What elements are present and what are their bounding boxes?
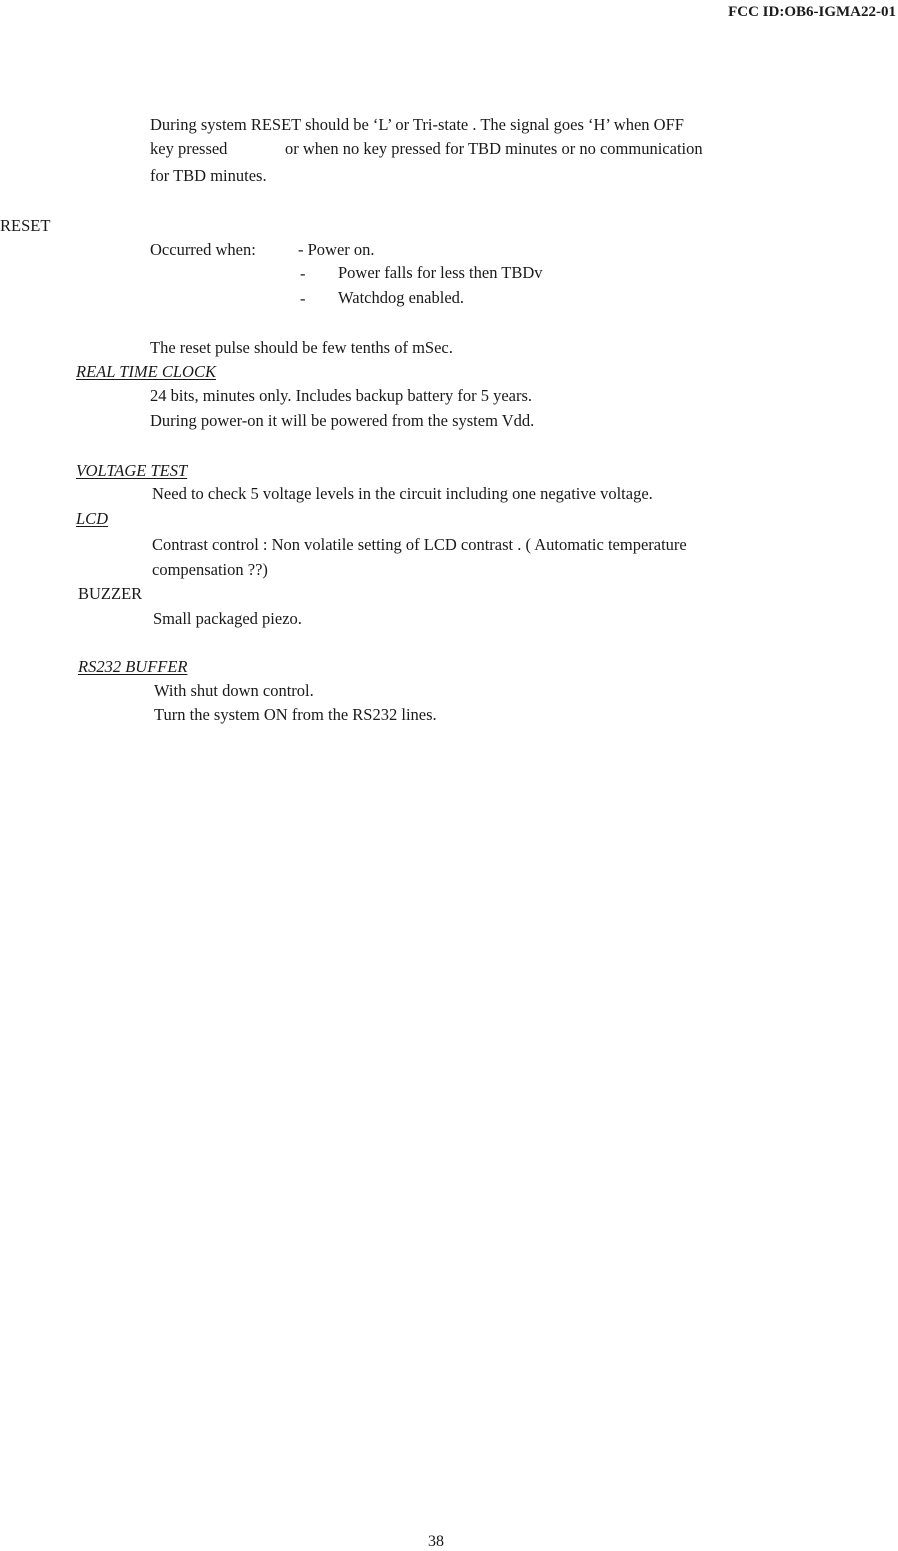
lcd-heading: LCD <box>76 509 109 528</box>
rs232-buffer-heading: RS232 BUFFER <box>78 657 188 676</box>
fcc-id-header: FCC ID:OB6-IGMA22-01 <box>728 4 896 20</box>
reset-heading: RESET <box>0 216 51 235</box>
lcd-line-1: Contrast control : Non volatile setting of LCD contrast . ( Automatic temperature <box>152 535 687 554</box>
rtc-line-2: During power-on it will be powered from the system Vdd. <box>150 411 535 430</box>
rtc-line-1: 24 bits, minutes only. Includes backup battery for 5 years. <box>150 386 533 405</box>
rtc-heading: REAL TIME CLOCK <box>76 362 216 381</box>
reset-pulse-text: The reset pulse should be few tenths of mSec. <box>150 338 453 357</box>
intro-line-2b: or when no key pressed for TBD minutes or no communication <box>285 139 703 158</box>
buzzer-line-1: Small packaged piezo. <box>153 609 302 628</box>
intro-line-2a: key pressed <box>150 139 228 158</box>
voltage-test-line-1: Need to check 5 voltage levels in the circuit including one negative voltage. <box>152 484 653 503</box>
reset-occurred-label: Occurred when: <box>150 240 256 259</box>
reset-item-dash-3: - <box>300 289 306 308</box>
reset-item-power-on: - Power on. <box>298 240 375 259</box>
voltage-test-heading: VOLTAGE TEST <box>76 461 188 480</box>
intro-line-1: During system RESET should be ‘L’ or Tri-state . The signal goes ‘H’ when OFF <box>150 115 684 134</box>
reset-item-dash-2: - <box>300 264 306 283</box>
rs232-line-2: Turn the system ON from the RS232 lines. <box>154 705 437 724</box>
page-number: 38 <box>428 1533 444 1550</box>
buzzer-heading: BUZZER <box>78 584 143 603</box>
lcd-line-2: compensation ??) <box>152 560 268 579</box>
reset-item-power-falls: Power falls for less then TBDv <box>338 263 543 282</box>
rs232-line-1: With shut down control. <box>154 681 314 700</box>
intro-line-3: for TBD minutes. <box>150 166 267 185</box>
reset-item-watchdog: Watchdog enabled. <box>338 288 465 307</box>
